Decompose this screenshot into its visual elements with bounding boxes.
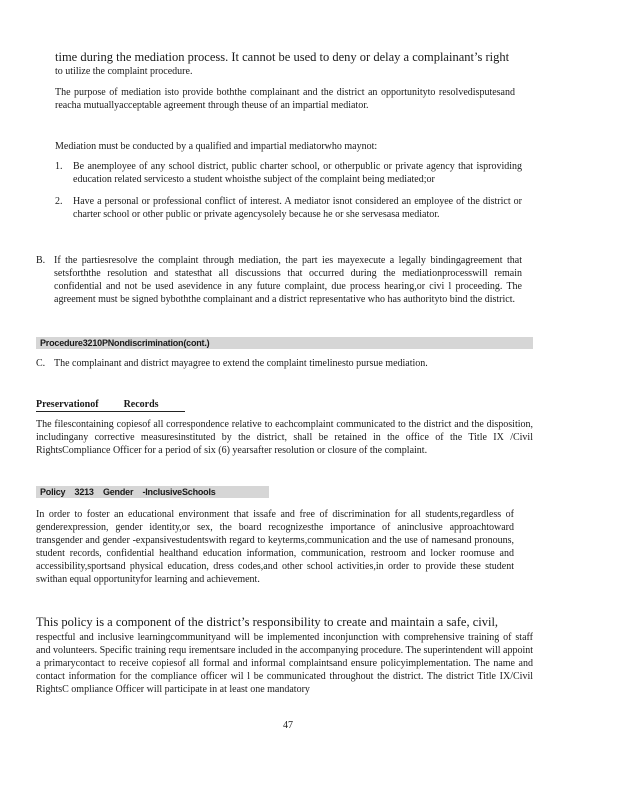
list-item-text: Have a personal or professional conflict of interest. A mediator isnot considered an employee of the district or charter school or other public or private agencysolely because he or she servesasa mediator.: [73, 196, 522, 220]
intro-continuation: to utilize the complaint procedure.: [55, 66, 193, 77]
item-b-marker: B.: [36, 255, 46, 266]
list-item: [55, 195, 522, 221]
item-c-text: The complainant and district mayagree to extend the complaint timelinesto pursue mediation.: [54, 358, 428, 369]
policy-header-bar: Policy 3213 Gender -InclusiveSchools: [36, 486, 269, 498]
policy-paragraph: In order to foster an educational environment that issafe and free of discrimination for all students,regardless of genderexpression, gender identity,or sex, the board recognizesthe importance of aninclusive approachtoward transgender and gender -expansivestudentswith regard to keyterms,communication and the use of namesand pronouns, student records, confidential healthand education information, communication, restroom and locker roomuse and accessibility,sportsand physical education, dress codes,and other school activities,in order to provide these student swithan equal opportunityfor learning and achievement.: [36, 509, 514, 585]
section-heading-records: Preservationof Records: [36, 398, 185, 412]
list-marker: 1.: [55, 161, 63, 172]
procedure-header-bar: Procedure3210PNondiscrimination(cont.): [36, 337, 533, 349]
policy-statement-large: This policy is a component of the district’s responsibility to create and maintain a safe, civil,: [36, 615, 499, 629]
intro-continuation-large: time during the mediation process. It cannot be used to deny or delay a complainant’s right: [55, 50, 510, 64]
page-number: 47: [283, 720, 293, 731]
item-c: [36, 357, 506, 370]
records-paragraph: The filescontaining copiesof all correspondence relative to eachcomplaint communicated to the district and the disposition, includingany corrective measuresinstituted by the district, shall be retained in the office of the Title IX /Civil RightsCompliance Officer for a period of six (6) yearsafter resolution or closure of the complaint.: [36, 419, 533, 456]
item-c-marker: C.: [36, 358, 46, 369]
mediation-conditions-list: [55, 160, 522, 221]
item-b: [36, 254, 522, 306]
purpose-paragraph: The purpose of mediation isto provide boththe complainant and the district an opportunityto resolvedisputesand reacha mutuallyacceptable agreement through theuse of an impartial mediator.: [55, 87, 515, 111]
list-item: [55, 160, 522, 186]
policy-continuation: respectful and inclusive learningcommunityand will be implemented inconjunction with comprehensive training of staff and volunteers. Specific training requ irementsare included in the accompanying procedure. The superintendent will appoint a primarycontact to receive copiesof all formal and informal complaintsand ensure policyimplementation. The name and contact information for the compliance officer wil l be communicated throughout the district. The district Title IX/Civil RightsC ompliance Officer will participate in at least one mandatory: [36, 632, 533, 695]
item-b-text: If the partiesresolve the complaint through mediation, the part ies mayexecute a legally bindingagreement that setsforththe resolution and statesthat all discussions that occurred during the mediationprocesswill remain confidential and not be used asevidence in any future complaint, due process hearing,or civi l proceeding. The agreement must be signed byboththe complainant and a district representative who has authorityto bind the district.: [54, 255, 522, 305]
mediation-intro: Mediation must be conducted by a qualified and impartial mediatorwho maynot:: [55, 141, 378, 152]
list-marker: 2.: [55, 196, 63, 207]
list-item-text: Be anemployee of any school district, public charter school, or otherpublic or private agency that isproviding education related servicesto a student whoisthe subject of the complaint being mediated;or: [73, 161, 522, 185]
